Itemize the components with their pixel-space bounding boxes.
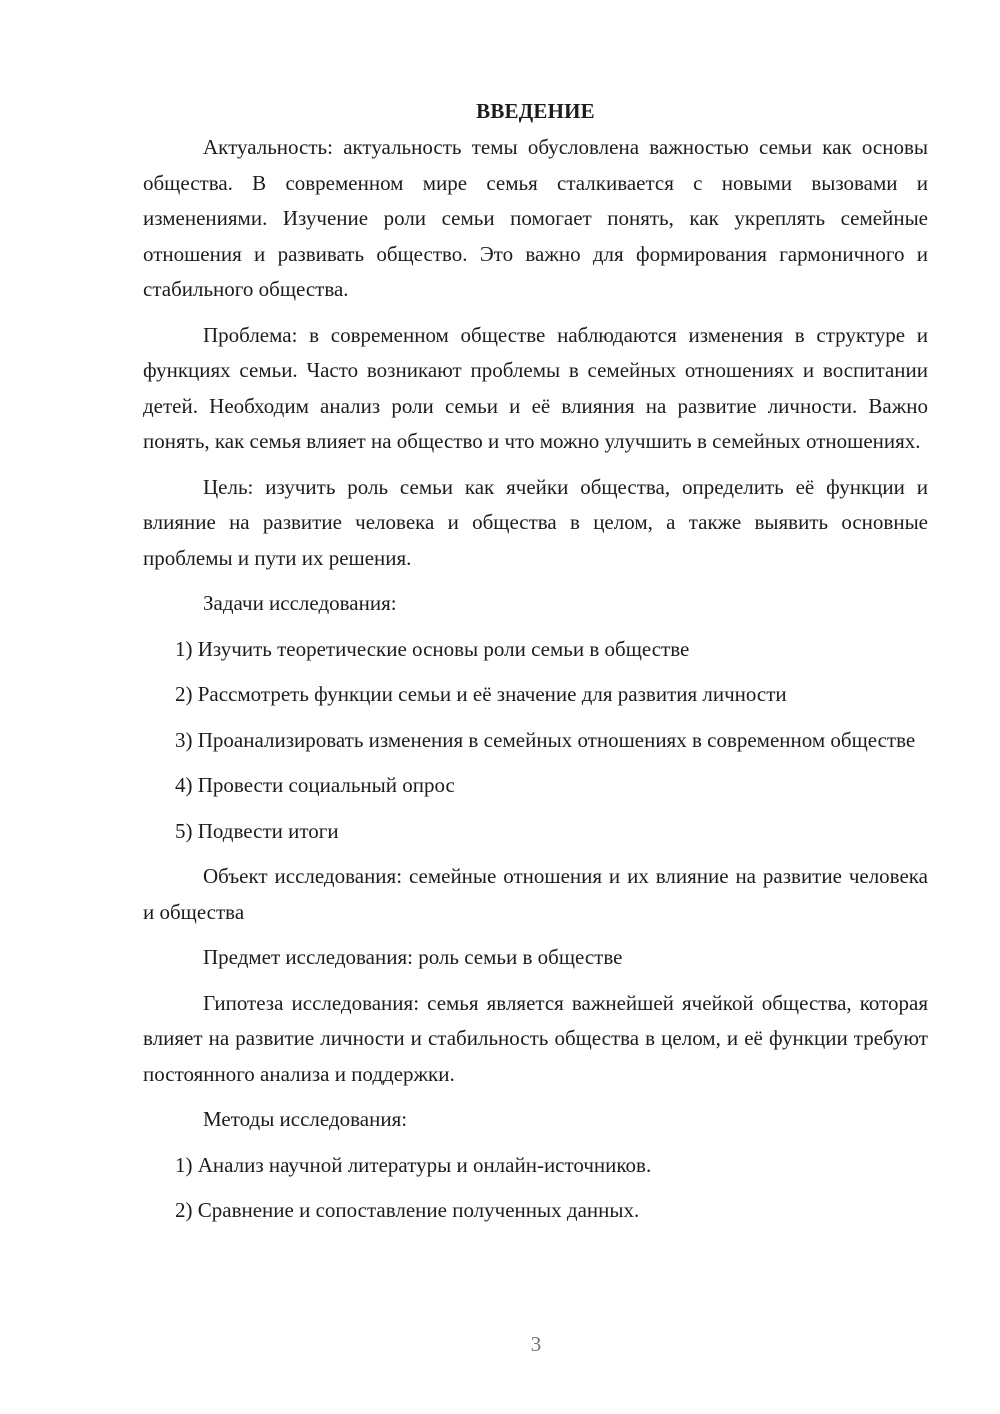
task-item-2: 2) Рассмотреть функции семьи и её значение для развития личности [175,682,787,706]
task-item-5: 5) Подвести итоги [175,818,339,843]
task-item-3: 3) Проанализировать изменения в семейных отношениях в современном обществе [175,727,916,752]
tasks-heading: Задачи исследования: [203,591,397,615]
page-number: 3 [530,1332,542,1356]
paragraph-goal: Цель: изучить роль семьи как ячейки общества, определить её функции и влияние на развитие человека и общества в целом, а также выявить основные проблемы и пути их решения. [143,474,928,570]
method-item-2: 2) Сравнение и сопоставление полученных данных. [175,1198,640,1222]
paragraph-object: Объект исследования: семейные отношения и их влияние на развитие человека и общества [143,864,928,924]
paragraph-hypothesis: Гипотеза исследования: семья является важнейшей ячейкой общества, которая влияет на развитие личности и стабильность общества в целом, и её функции требуют постоянного анализа и поддержки. [143,990,928,1086]
paragraph-problem: Проблема: в современном обществе наблюдаются изменения в структуре и функциях семьи. Часто возникают проблемы в семейных отношениях и воспитании детей. Необходим анализ роли семьи и её влияния на развитие личности. Важно понять, как семья влияет на общество и что можно улучшить в семейных отношениях. [143,322,928,453]
section-title: ВВЕДЕНИЕ [476,99,595,123]
methods-heading: Методы исследования: [203,1107,408,1131]
page-content [143,96,928,1239]
paragraph-relevance: Актуальность: актуальность темы обусловлена важностью семьи как основы общества. В современном мире семья сталкивается с новыми вызовами и изменениями. Изучение роли семьи помогает понять, как укреплять семейные отношения и развивать общество. Это важно для формирования гармоничного и стабильного общества. [143,135,928,301]
task-item-1: 1) Изучить теоретические основы роли семьи в обществе [175,636,690,661]
method-item-1: 1) Анализ научной литературы и онлайн-источников. [175,1152,652,1177]
paragraph-subject: Предмет исследования: роль семьи в обществе [203,945,623,969]
task-item-4: 4) Провести социальный опрос [175,773,455,797]
